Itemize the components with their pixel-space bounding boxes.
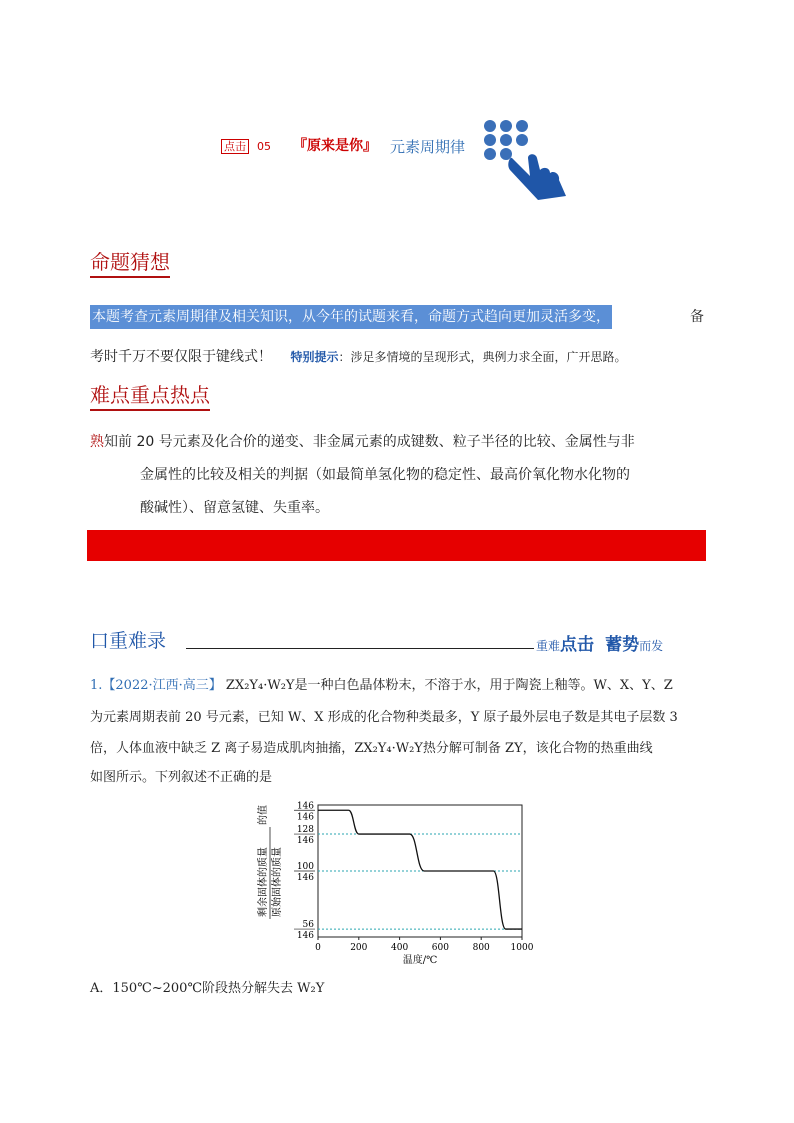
option-a[interactable]: A．150℃~200℃阶段热分解失去 W₂Y [90,981,325,996]
x-tick-label-200: 200 [350,943,368,953]
x-tick-label-400: 400 [391,943,409,953]
slogan-t2: 点击 [560,635,595,655]
question-l3b: 热分解可制备 ZY，该化合物的热重曲线 [422,741,653,756]
tip-text: ：涉足多情境的呈现形式，典例力求全面，广开思路。 [338,350,627,364]
y-tick-num-128: 128 [296,825,314,836]
slogan-t3: 蓄势 [605,635,640,655]
keypoints-lead: 熟 [90,434,104,450]
slogan-t4: 而发 [639,639,664,653]
question-line2: 为元素周期表前 20 号元素，已知 W、X 形成的化合物种类最多，Y 原子最外层电子数是其电子层数 3 [90,710,678,725]
banner-number: 05 [257,140,271,153]
y-label-suffix: 的值 [258,805,269,825]
highlight-text: 本题考查元素周期律及相关知识，从今年的试题来看，命题方式趋向更加灵活多变， [90,305,612,329]
section-title-guess: 命题猜想 [90,249,170,278]
x-tick-label-1000: 1000 [510,943,534,953]
title-underline [186,648,534,649]
y-axis-label [256,805,283,919]
line1-tail: 备 [690,309,704,325]
y-tick-num-146: 146 [296,801,314,812]
x-tick-label-0: 0 [315,943,321,953]
x-axis-label: 温度/℃ [402,955,438,966]
question-l1: 是一种白色晶体粉末，不溶于水，用于陶瓷上釉等。W、X、Y、Z [294,678,673,693]
y-tick-num-100: 100 [296,862,314,872]
paragraph-line2 [90,347,626,367]
question-line1 [90,676,710,696]
keypoints-line3: 酸碱性）、留意氢键、失重率。 [140,500,329,516]
hand-pointer-icon [482,118,568,202]
keypoints-line1-text: 知前 20 号元素及化合价的递变、非金属元素的成键数、粒子半径的比较、金属性与非 [104,434,635,450]
banner-tag: 点击 [221,139,249,154]
keypoints-line2: 金属性的比较及相关的判据（如最简单氢化物的稳定性、最高价氧化物水化物的 [140,467,630,483]
section-title-keypoints: 难点重点热点 [90,382,210,411]
x-tick-label-800: 800 [472,943,490,953]
thermogravimetric-chart [252,797,540,967]
y-tick-den-100: 146 [296,873,314,883]
question-number: 1. [90,678,103,693]
question-line4: 如图所示。下列叙述不正确的是 [90,770,273,785]
slogan-t1: 重难 [536,639,561,653]
data-line [318,810,522,929]
y-tick-den-146: 146 [296,812,314,823]
y-tick-den-128: 146 [296,836,314,847]
formula: ZX₂Y₄·W₂Y [225,678,295,693]
tip-label: 特别提示 [290,350,339,364]
formula-2: ZX₂Y₄·W₂Y [354,741,423,756]
banner-quote: 『原来是你』 [293,138,377,154]
question-l3a: 倍，人体血液中缺乏 Z 离子易造成肌肉抽搐， [90,741,355,756]
x-tick-label-600: 600 [431,943,449,953]
banner-title: 元素周期律 [390,138,466,156]
question-line3 [90,739,653,759]
y-label-numerator: 剩余固体的质量 [258,847,269,917]
section3-slogan [536,630,663,655]
y-tick-den-56: 146 [296,931,314,942]
line2-text: 考时千万不要仅限于键线式！ [90,349,272,365]
y-tick-num-56: 56 [302,920,314,931]
red-divider-bar [87,530,706,561]
keypoints-line1 [90,432,635,452]
section-title-difficulty: 口重难录 [90,630,167,652]
y-label-denominator: 原始固体的质量 [272,847,283,917]
question-source: 【2022·江西·高三】 [102,678,222,693]
